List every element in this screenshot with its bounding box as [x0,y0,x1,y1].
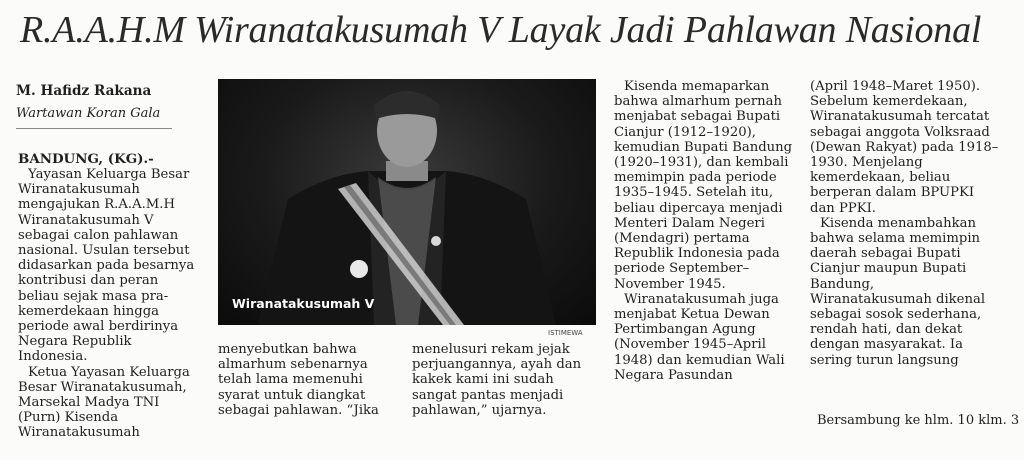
paragraph: Wiranatakusumah juga menjabat Ketua Dewan Pertimbangan Agung (November 1945–April 1948) dan kemudian Wali Negara Pasundan [614,291,785,383]
article-column-3 [412,342,598,418]
photo-credit: ISTIMEWA [548,329,583,337]
byline-rule [16,128,172,129]
portrait-photo [218,79,596,325]
headline: R.A.A.H.M Wiranatakusumah V Layak Jadi Pahlawan Nasional [20,9,982,51]
article-column-2 [218,342,398,418]
paragraph: menelusuri rekam jejak perjuangannya, ayah dan kakek kami ini sudah sangat pantas menjadi pahlawan,” ujarnya. [412,342,582,418]
paragraph: menyebutkan bahwa almarhum sebenarnya telah lama memenuhi syarat untuk diangkat sebagai pahlawan. “Jika [218,342,379,418]
photo-caption: Wiranatakusumah V [232,296,375,311]
author-name: M. Hafidz Rakana [16,83,152,99]
paragraph: Ketua Yayasan Keluarga Besar Wiranatakusumah, Marsekal Madya TNI (Purn) Kisenda Wiranatakusumah [18,364,190,441]
author-role: Wartawan Koran Gala [16,106,161,121]
paragraph: Yayasan Keluarga Besar Wiranatakusumah mengajukan R.A.A.M.H Wiranatakusumah V sebagai calon pahlawan nasional. Usulan tersebut didasarkan pada besarnya kontribusi dan peran beliau sejak masa pra-kemerdekaan hingga periode awal berdirinya Negara Republik Indonesia. [18,167,195,365]
paragraph: Kisenda menambahkan bahwa selama memimpin daerah sebagai Bupati Cianjur maupun Bupati Bandung, Wiranatakusumah dikenal sebagai sosok sederhana, rendah hati, dan dekat dengan masyarakat. Ia sering turun langsung [810,215,986,368]
dateline: BANDUNG, (KG).- [18,151,154,167]
paragraph: Kisenda memaparkan bahwa almarhum pernah menjabat sebagai Bupati Cianjur (1912–1920), kemudian Bupati Bandung (1920–1931), dan kembali memimpin pada periode 1935–1945. Setelah itu, beliau dipercaya menjadi Menteri Dalam Negeri (Mendagri) pertama Republik Indonesia pada periode September–November 1945. [614,79,793,292]
paragraph: (April 1948–Maret 1950). Sebelum kemerdekaan, Wiranatakusumah tercatat sebagai anggota Volksraad (Dewan Rakyat) pada 1918–1930. Menjelang kemerdekaan, beliau berperan dalam BPUPKI dan PPKI. [810,79,999,216]
article-column-4 [614,79,800,383]
portrait-figure [218,79,596,325]
continuation-note: Bersambung ke hlm. 10 klm. 3 [817,413,1020,428]
article-column-1 [18,167,200,441]
article-column-5 [810,79,1000,368]
